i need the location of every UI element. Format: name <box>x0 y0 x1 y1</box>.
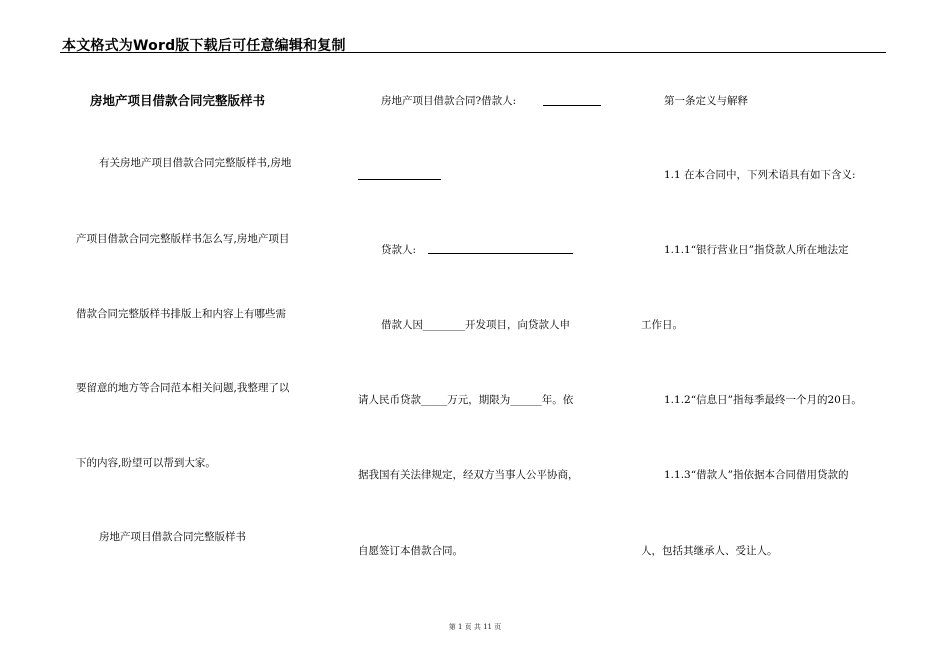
lender-blank <box>428 253 573 254</box>
document-header-title: 本文格式为Word版下载后可任意编辑和复制 <box>62 38 346 54</box>
paragraph-line: 1.1.2“信息日”指每季最终一个月的20日。 <box>664 394 862 406</box>
article-heading: 第一条定义与解释 <box>664 95 748 107</box>
paragraph-line: 1.1.1“银行营业日”指贷款人所在地法定 <box>664 244 849 256</box>
paragraph-line: 1.1.3“借款人”指依据本合同借用贷款的 <box>664 469 849 481</box>
paragraph-line: 据我国有关法律规定，经双方当事人公平协商， <box>358 469 579 481</box>
paragraph-line: 自愿签订本借款合同。 <box>358 545 463 557</box>
section-heading: 房地产项目借款合同完整版样书 <box>99 531 246 543</box>
paragraph-line: 请人民币贷款_____万元，期限为______年。依 <box>358 394 574 406</box>
paragraph-line: 借款人因________开发项目，向贷款人申 <box>381 319 570 331</box>
paragraph-line: 借款合同完整版样书排版上和内容上有哪些需 <box>76 308 286 320</box>
paragraph-line: 1.1 在本合同中，下列术语具有如下含义: <box>664 169 856 181</box>
paragraph-line: 下的内容,盼望可以帮到大家。 <box>76 457 216 469</box>
page-number-footer: 第 1 页 共 11 页 <box>448 623 502 631</box>
borrower-blank-continued <box>358 179 441 180</box>
borrower-label: 房地产项目借款合同?借款人: <box>381 95 517 107</box>
paragraph-line: 有关房地产项目借款合同完整版样书,房地 <box>99 157 292 169</box>
paragraph-line: 产项目借款合同完整版样书怎么写,房地产项目 <box>76 233 290 245</box>
lender-label: 贷款人: <box>381 244 417 256</box>
header-divider <box>60 52 886 53</box>
paragraph-line: 人，包括其继承人、受让人。 <box>641 545 778 557</box>
borrower-blank <box>543 105 601 106</box>
document-title: 房地产项目借款合同完整版样书 <box>90 93 266 108</box>
paragraph-line: 工作日。 <box>641 319 683 331</box>
paragraph-line: 要留意的地方等合同范本相关问题,我整理了以 <box>76 382 290 394</box>
